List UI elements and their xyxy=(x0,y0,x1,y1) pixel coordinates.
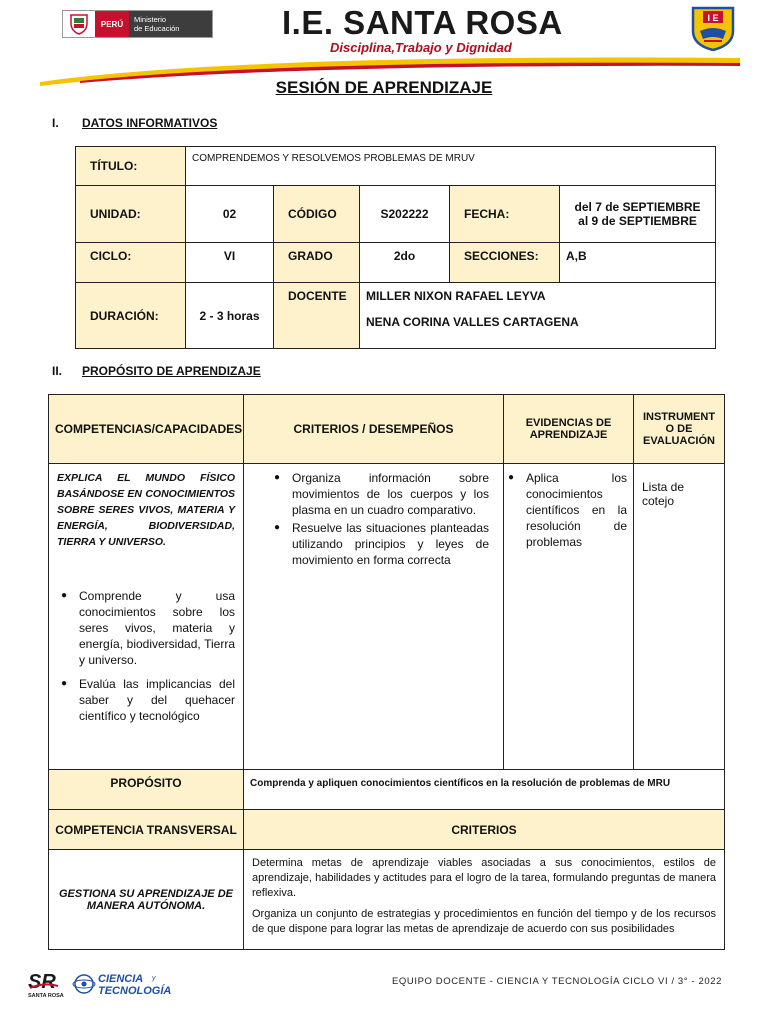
grado-value: 2do xyxy=(360,243,450,283)
competencia-line: TIERRA Y UNIVERSO. xyxy=(57,536,166,548)
transversal-value: GESTIONA SU APRENDIZAJE DE MANERA AUTÓNOMA. xyxy=(59,887,233,912)
fecha-label: FECHA: xyxy=(450,186,560,243)
titulo-value: COMPRENDEMOS Y RESOLVEMOS PROBLEMAS DE MRUV xyxy=(186,147,716,186)
competencia-line: BASÁNDOSE EN CONOCIMIENTOS xyxy=(57,488,235,500)
criterio-item: ● Organiza información sobre movimientos de los cuerpos y los plasma en un cuadro comparativo. xyxy=(292,470,489,518)
info-table xyxy=(75,146,716,349)
criterios-cell xyxy=(244,464,504,770)
crest-letters: I E xyxy=(707,13,719,23)
ministry-logo xyxy=(62,10,213,38)
docente-1: MILLER NIXON RAFAEL LEYVA xyxy=(366,289,546,303)
proposito-label: PROPÓSITO xyxy=(49,770,244,810)
fecha-value xyxy=(560,186,716,243)
instrumento-value: Lista de cotejo xyxy=(642,480,685,508)
transversal-cell xyxy=(49,850,244,950)
capacidades-list xyxy=(57,588,235,724)
transversal-criterio: Determina metas de aprendizaje viables asociadas a sus conocimientos, estilos de aprendizaje, habilidades y actitudes para el logro de la tarea, formulando preguntas de manera reflexiva. xyxy=(252,857,716,899)
transversal-criterio: Organiza un conjunto de estrategias y procedimientos en función del tiempo y de los recursos de que dispone para lograr las metas de aprendizaje de acuerdo con sus posibilidades xyxy=(252,908,716,935)
duracion-label: DURACIÓN: xyxy=(76,283,186,349)
docente-2: NENA CORINA VALLES CARTAGENA xyxy=(366,315,579,329)
codigo-label: CÓDIGO xyxy=(274,186,360,243)
duracion-value: 2 - 3 horas xyxy=(186,283,274,349)
logo-ciencia-text: CIENCIA xyxy=(98,973,144,985)
header-competencias: COMPETENCIAS/CAPACIDADES xyxy=(49,395,244,464)
fecha-line-1: del 7 de SEPTIEMBRE xyxy=(574,200,701,214)
transversal-criterios-label: CRITERIOS xyxy=(244,810,725,850)
competencia-line: SOBRE SERES VIVOS, MATERIA Y xyxy=(57,504,235,516)
header-evidencias: EVIDENCIAS DE APRENDIZAJE xyxy=(504,395,634,464)
section-1-title: DATOS INFORMATIVOS xyxy=(82,116,218,130)
gov-country: PERÚ xyxy=(95,11,129,37)
session-title: SESIÓN DE APRENDIZAJE xyxy=(275,78,493,97)
proposito-value: Comprenda y apliquen conocimientos científicos en la resolución de problemas de MRU xyxy=(244,770,725,810)
school-motto: Disciplina,Trabajo y Dignidad xyxy=(330,40,512,55)
logo-sr-text: SR xyxy=(28,971,56,993)
logo-school-text: SANTA ROSA xyxy=(28,993,64,998)
codigo-value: S202222 xyxy=(360,186,450,243)
section-2-title: PROPÓSITO DE APRENDIZAJE xyxy=(82,364,261,378)
purpose-table xyxy=(48,394,725,950)
ciencia-tecnologia-logo xyxy=(28,970,198,998)
header-instrumento: INSTRUMENT O DE EVALUACIÓN xyxy=(634,395,725,464)
transversal-label: COMPETENCIA TRANSVERSAL xyxy=(49,810,244,850)
footer-text: EQUIPO DOCENTE - CIENCIA Y TECNOLOGÍA CICLO VI / 3° - 2022 xyxy=(391,976,722,987)
logo-tecnologia-text: TECNOLOGÍA xyxy=(98,985,172,997)
evidencias-cell xyxy=(504,464,634,770)
unidad-value: 02 xyxy=(186,186,274,243)
school-crest-icon xyxy=(690,5,736,51)
school-name: I.E. SANTA ROSA xyxy=(282,4,563,41)
transversal-criterios-cell xyxy=(244,850,725,950)
competencia-line: ENERGÍA, BIODIVERSIDAD, xyxy=(57,520,235,532)
docente-value xyxy=(360,283,716,349)
criterio-item: ● Resuelve las situaciones planteadas utilizando principios y leyes de movimiento en forma correcta xyxy=(292,520,489,568)
evidencia-item: ● Aplica los conocimientos científicos en la resolución de problemas xyxy=(526,470,627,550)
competencia-line: EXPLICA EL MUNDO FÍSICO xyxy=(57,472,235,484)
instrumento-cell xyxy=(634,464,725,770)
criterios-list xyxy=(252,470,489,568)
capacidad-item: ● Evalúa las implicancias del saber y del quehacer científico y tecnológico xyxy=(79,676,235,724)
evidencias-list xyxy=(512,470,627,550)
capacidad-item: ● Comprende y usa conocimientos sobre los seres vivos, materia y energía, biodiversidad, Tierra y universo. xyxy=(79,588,235,668)
competencia-title xyxy=(57,470,235,550)
grado-label: GRADO xyxy=(274,243,360,283)
docente-label: DOCENTE xyxy=(274,283,360,349)
logo-y-text: y xyxy=(152,975,156,982)
section-2-number: II. xyxy=(52,364,63,378)
competencias-cell xyxy=(49,464,244,770)
secciones-label: SECCIONES: xyxy=(450,243,560,283)
fecha-line-2: al 9 de SEPTIEMBRE xyxy=(578,214,697,228)
secciones-value: A,B xyxy=(560,243,716,283)
header-criterios: CRITERIOS / DESEMPEÑOS xyxy=(244,395,504,464)
titulo-label: TÍTULO: xyxy=(76,147,186,186)
ciclo-label: CICLO: xyxy=(76,243,186,283)
ciclo-value: VI xyxy=(186,243,274,283)
gov-ministry: Ministerio de Educación xyxy=(129,11,212,37)
peru-shield-icon xyxy=(63,11,95,37)
section-1-number: I. xyxy=(52,116,59,130)
unidad-label: UNIDAD: xyxy=(76,186,186,243)
